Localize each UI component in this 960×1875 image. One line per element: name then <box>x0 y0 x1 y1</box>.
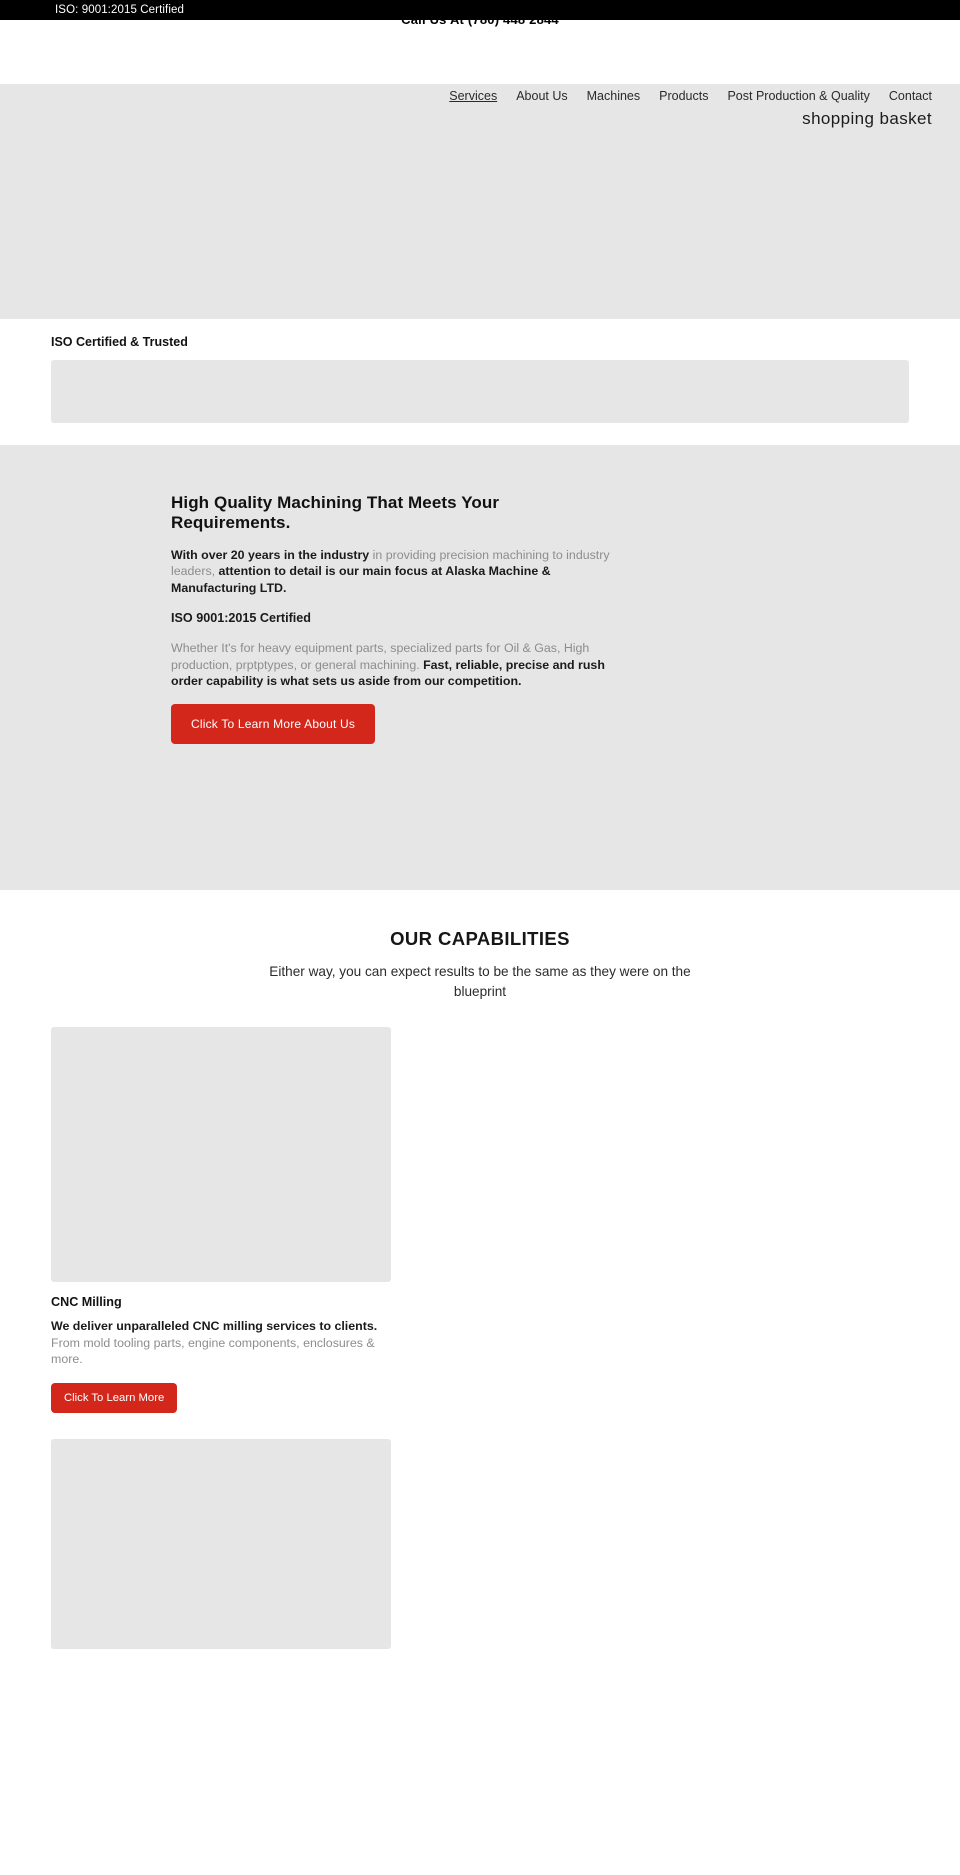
about-content <box>171 493 613 744</box>
about-heading: High Quality Machining That Meets Your Requirements. <box>171 493 500 532</box>
nav-item-contact[interactable]: Contact <box>888 89 932 103</box>
iso-certified-section <box>0 319 960 423</box>
capabilities-heading: OUR CAPABILITIES <box>390 928 570 949</box>
about-para1-mid: in providing precision machining to industry leaders, <box>171 548 610 579</box>
nav-item-machines[interactable]: Machines <box>586 89 641 103</box>
capability-image-placeholder <box>51 1027 391 1282</box>
capability-learn-more-button[interactable]: Click To Learn More <box>51 1383 177 1413</box>
capability-title: CNC Milling <box>51 1295 122 1310</box>
section-spacer <box>0 423 960 445</box>
about-para2-strong: Fast, reliable, precise and rush order capability is what sets us aside from our competition. <box>171 657 605 688</box>
shopping-basket-link[interactable]: shopping basket <box>802 109 932 128</box>
header-logo-area <box>0 20 960 84</box>
capability-card <box>51 1439 391 1649</box>
certification-logos-placeholder <box>51 360 909 423</box>
about-iso-line: ISO 9001:2015 Certified <box>171 611 312 626</box>
capability-description <box>51 1318 391 1367</box>
hero-banner <box>0 84 960 319</box>
nav-item-products[interactable]: Products <box>659 89 709 103</box>
about-section <box>0 445 960 890</box>
capabilities-subheading: Either way, you can expect results to be the same as they were on the blueprint <box>269 964 691 999</box>
main-navigation[interactable] <box>0 84 960 103</box>
capability-image-placeholder <box>51 1439 391 1649</box>
capabilities-section <box>0 890 960 1649</box>
about-para2-mid: Whether It's for heavy equipment parts, specialized parts for Oil & Gas, High production, prptptypes, or general machining. <box>171 641 590 672</box>
capability-description-rest: From mold tooling parts, engine components, enclosures & more. <box>51 1335 375 1367</box>
capability-description-strong: We deliver unparalleled CNC milling services to clients. <box>51 1319 378 1334</box>
about-para1-strong2: attention to detail is our main focus at Alaska Machine & Manufacturing LTD. <box>171 564 551 595</box>
nav-item-about-us[interactable]: About Us <box>516 89 568 103</box>
about-paragraph-2 <box>171 640 613 689</box>
learn-more-about-us-button[interactable]: Click To Learn More About Us <box>171 704 375 744</box>
about-para1-strong: With over 20 years in the industry <box>171 548 370 562</box>
about-paragraph-1 <box>171 547 613 596</box>
nav-item-services[interactable]: Services <box>449 89 498 103</box>
iso-certified-text: ISO: 9001:2015 Certified <box>55 4 184 16</box>
nav-item-post-production-quality[interactable]: Post Production & Quality <box>727 89 870 103</box>
iso-certified-heading: ISO Certified & Trusted <box>51 335 188 349</box>
capability-card <box>51 1027 391 1412</box>
call-us-phone-text[interactable]: Call Us At (780) 448 2844 <box>401 12 559 27</box>
